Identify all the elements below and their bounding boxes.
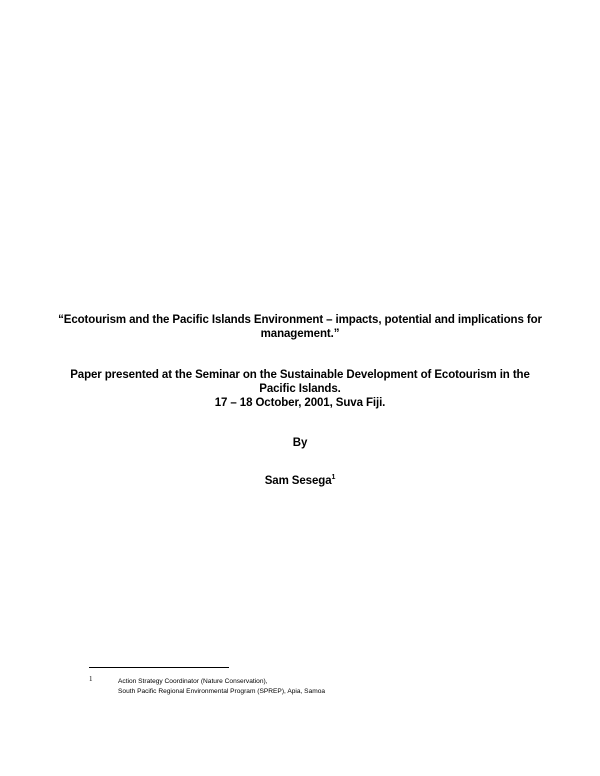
author-name-line bbox=[0, 474, 600, 488]
footnote-line-2: South Pacific Regional Environmental Program (SPREP), Apia, Samoa bbox=[118, 688, 326, 695]
paper-title-line-1: “Ecotourism and the Pacific Islands Environment – impacts, potential and implications for bbox=[58, 314, 542, 326]
paper-subtitle-line-1: Paper presented at the Seminar on the Sustainable Development of Ecotourism in the bbox=[70, 369, 530, 381]
footnote-divider bbox=[89, 667, 229, 668]
author-name: Sam Sesega bbox=[264, 475, 332, 487]
by-label: By bbox=[292, 437, 308, 449]
seminar-dates: 17 – 18 October, 2001, Suva Fiji. bbox=[214, 397, 386, 409]
footnote-text bbox=[118, 677, 325, 697]
footnote-marker: 1 bbox=[89, 675, 93, 683]
paper-subtitle-line-2: Pacific Islands. bbox=[259, 383, 341, 395]
paper-subtitle bbox=[0, 368, 600, 396]
paper-title-line-2: management.” bbox=[260, 328, 340, 340]
footnote-line-1: Action Strategy Coordinator (Nature Conservation), bbox=[118, 678, 268, 685]
paper-title bbox=[0, 313, 600, 341]
author-footnote-ref: 1 bbox=[331, 474, 336, 482]
